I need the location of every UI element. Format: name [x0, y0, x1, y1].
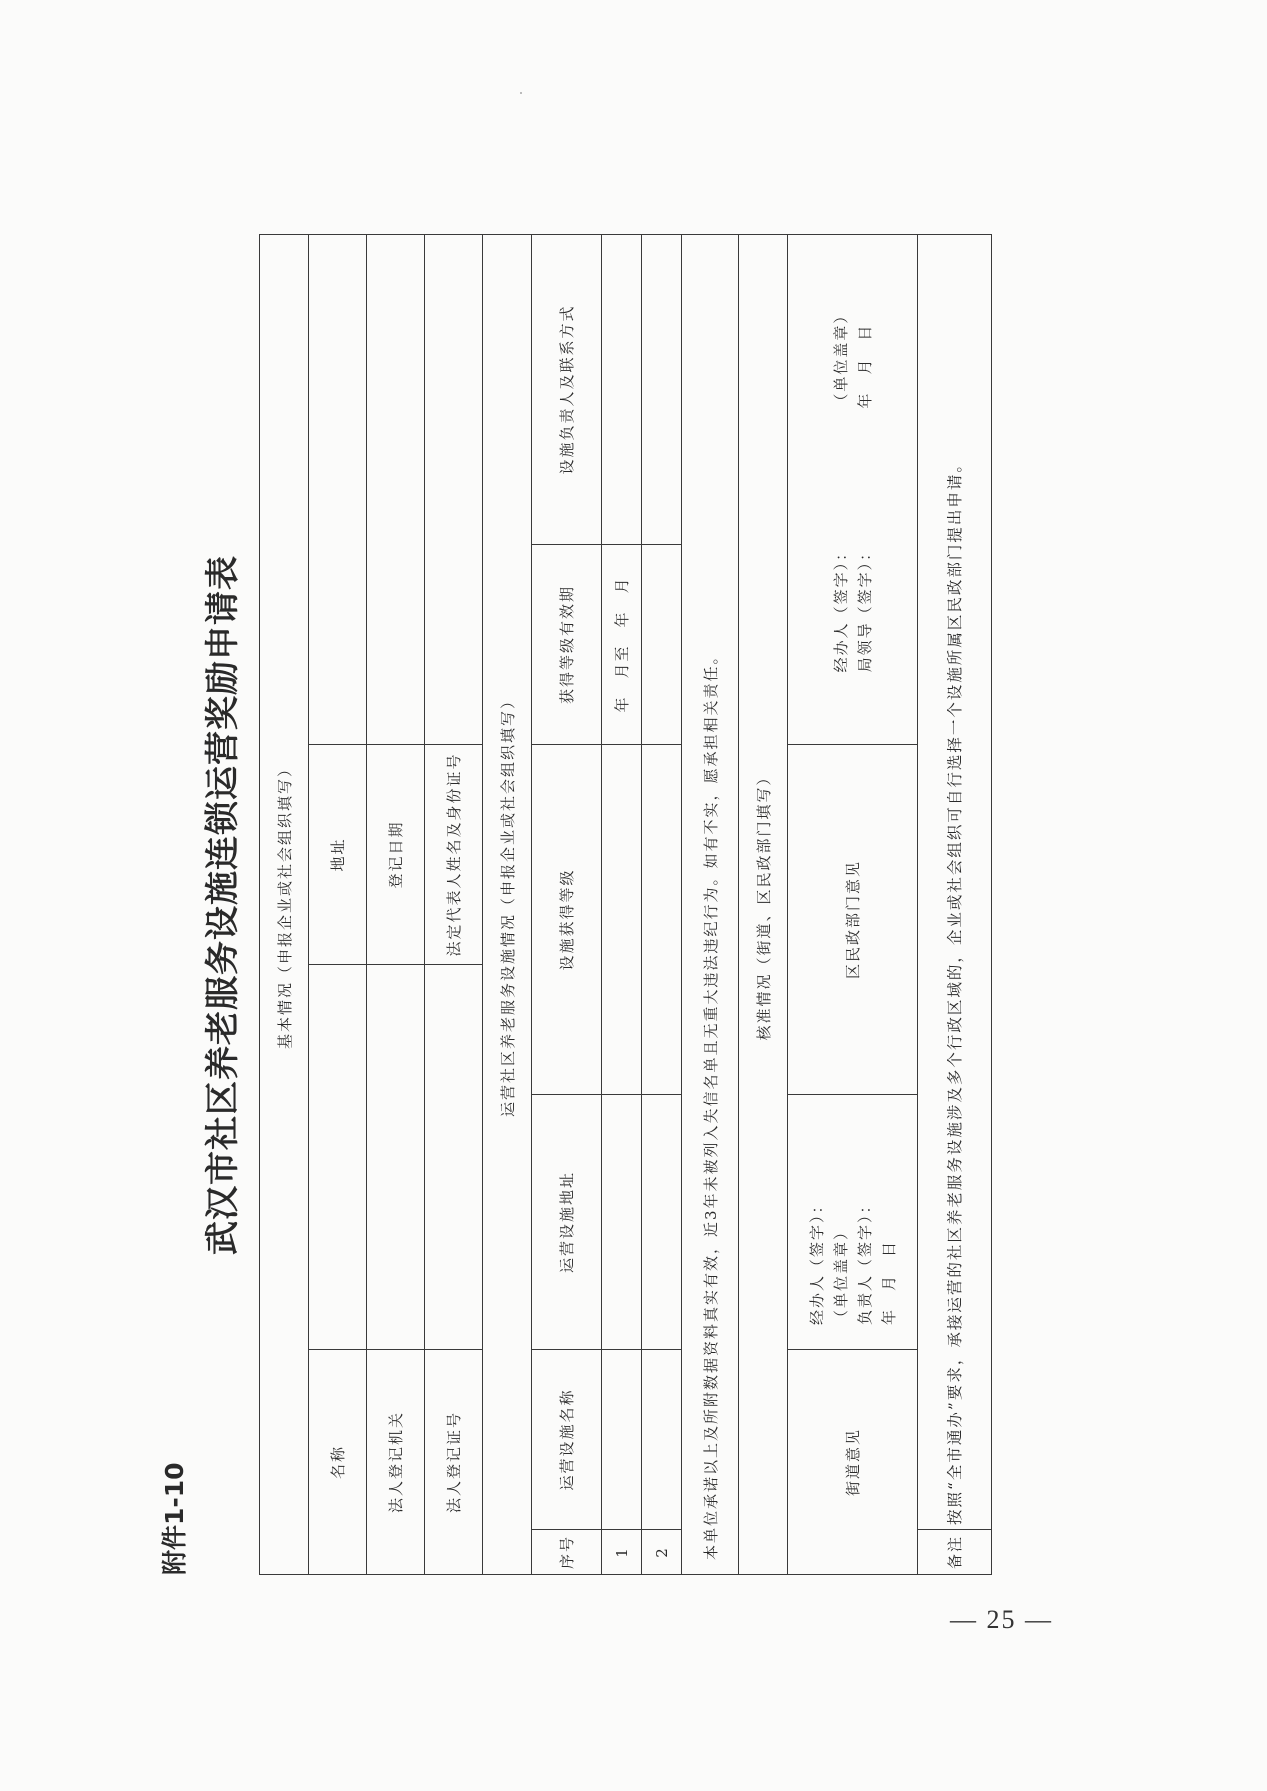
- street-signature-block[interactable]: [788, 1095, 918, 1350]
- facility-address-cell[interactable]: [642, 1095, 682, 1350]
- reg-cert-label: 法人登记证号: [425, 1350, 483, 1575]
- district-signature-block[interactable]: [788, 234, 918, 744]
- validity-cell[interactable]: [642, 545, 682, 745]
- col-header-rating: 设施获得等级: [532, 745, 602, 1095]
- table-row: [642, 234, 682, 1574]
- district-sign-line: 局领导（签字）：: [855, 543, 874, 673]
- name-label: 名称: [309, 1350, 367, 1575]
- address-label: 地址: [309, 745, 367, 965]
- validity-cell[interactable]: 年 月至 年 月: [602, 545, 642, 745]
- rating-cell[interactable]: [602, 745, 642, 1095]
- reg-date-value[interactable]: [367, 234, 425, 744]
- district-stamp-line: 年 月 日: [855, 323, 874, 409]
- commitment-statement: 本单位承诺以上及所附数据资料真实有效，近3年未被列入失信名单且无重大违法违纪行为。如有不实，愿承担相关责任。: [682, 234, 739, 1574]
- basic-section-header: 基本情况（申报企业或社会组织填写）: [260, 234, 309, 1574]
- street-sign-line: 负责人（签字）：: [855, 1196, 874, 1325]
- verify-section-header: 核准情况（街道、区民政部门填写）: [739, 234, 788, 1574]
- col-header-facility-name: 运营设施名称: [532, 1350, 602, 1530]
- col-header-validity: 获得等级有效期: [532, 545, 602, 745]
- row-no: 1: [602, 1530, 642, 1575]
- facility-name-cell[interactable]: [642, 1350, 682, 1530]
- legal-rep-value[interactable]: [425, 234, 483, 744]
- attachment-label: 附件1-10: [160, 1462, 189, 1575]
- col-header-facility-address: 运营设施地址: [532, 1095, 602, 1350]
- reg-authority-label: 法人登记机关: [367, 1350, 425, 1575]
- row-no: 2: [642, 1530, 682, 1575]
- address-value[interactable]: [309, 234, 367, 744]
- reg-cert-value[interactable]: [425, 965, 483, 1350]
- contact-cell[interactable]: [602, 234, 642, 544]
- street-sign-line: （单位盖章）: [831, 1222, 850, 1325]
- remark-label: 备注: [918, 1530, 992, 1575]
- street-sign-line: 经办人（签字）：: [807, 1196, 826, 1325]
- table-row: [602, 234, 642, 1574]
- page-number: — 25 —: [950, 1605, 1053, 1634]
- scan-speck: [520, 92, 522, 94]
- name-value[interactable]: [309, 965, 367, 1350]
- contact-cell[interactable]: [642, 234, 682, 544]
- district-stamp-line: （单位盖章）: [831, 306, 850, 409]
- street-sign-line: 年 月 日: [879, 1239, 898, 1325]
- facility-section-header: 运营社区养老服务设施情况（申报企业或社会组织填写）: [483, 234, 532, 1574]
- facility-address-cell[interactable]: [602, 1095, 642, 1350]
- page-title: 武汉市社区养老服务设施连锁运营奖励申请表: [203, 555, 243, 1255]
- district-sign-line: 经办人（签字）：: [831, 543, 850, 673]
- col-header-no: 序号: [532, 1530, 602, 1575]
- legal-rep-label: 法定代表人姓名及身份证号: [425, 745, 483, 965]
- street-opinion-label: 街道意见: [788, 1350, 918, 1575]
- rating-cell[interactable]: [642, 745, 682, 1095]
- reg-date-label: 登记日期: [367, 745, 425, 965]
- remark-text: 按照“全市通办”要求，承接运营的社区养老服务设施涉及多个行政区域的，企业或社会组织可自行选择一个设施所属区民政部门提出申请。: [918, 234, 992, 1529]
- rotated-sheet: [155, 235, 1013, 1575]
- col-header-contact: 设施负责人及联系方式: [532, 234, 602, 544]
- reg-authority-value[interactable]: [367, 965, 425, 1350]
- facility-name-cell[interactable]: [602, 1350, 642, 1530]
- district-opinion-label: 区民政部门意见: [788, 745, 918, 1095]
- application-form-table: [259, 234, 992, 1575]
